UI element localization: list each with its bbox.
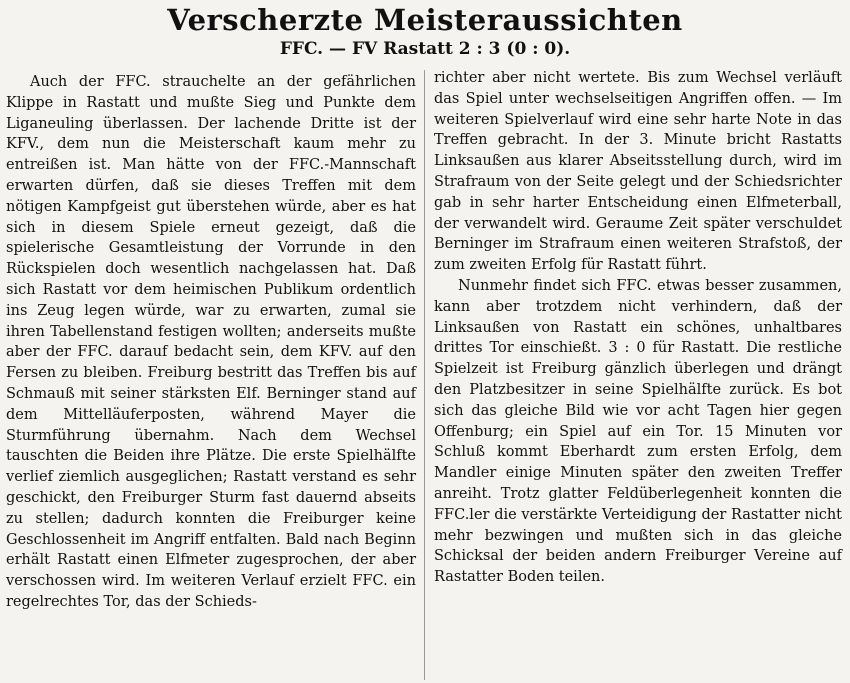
column-divider [424,70,425,680]
article-subheadline: FFC. — FV Rastatt 2 : 3 (0 : 0). [279,39,571,59]
article-column-right [434,68,842,588]
article-paragraph: Nunmehr findet sich FFC. etwas besser zusammen, kann aber trotzdem nicht verhindern, daß der Linksaußen von Rastatt ein schönes, unhaltbares drittes Tor einschießt. 3 : 0 für Rastatt. Die restliche Spielzeit ist Freiburg gänzlich überlegen und drängt den Platzbesitzer in seine Spielhälfte zurück. Es bot sich das gleiche Bild wie vor acht Tagen hier gegen Offenburg; ein Spiel auf ein Tor. 15 Minuten vor Schluß kommt Eberhardt zum ersten Erfolg, dem Mandler einige Minuten später den zweiten Treffer anreiht. Trotz glatter Feldüberlegenheit konnten die FFC.ler die verstärkte Verteidigung der Rastatter nicht mehr bezwingen und mußten sich in das gleiche Schicksal der beiden andern Freiburger Vereine auf Rastatter Boden teilen. [434,277,842,586]
article-paragraph: Auch der FFC. strauchelte an der gefährlichen Klippe in Rastatt und mußte Sieg und Punkte dem Liganeuling überlassen. Der lachende Dritte ist der KFV., dem nun die Meisterschaft kaum mehr zu entreißen ist. Man hätte von der FFC.-Mannschaft erwarten dürfen, daß sie dieses Treffen mit dem nötigen Kampfgeist gut überstehen würde, aber es hat sich in diesem Spiele erneut gezeigt, daß die spielerische Gesamtleistung der Vorrunde in den Rückspielen doch wesentlich nachgelassen hat. Daß sich Rastatt vor dem heimischen Publikum ordentlich ins Zeug legen würde, war zu erwarten, zumal sie ihren Tabellenstand festigen wollten; anderseits mußte aber der FFC. darauf bedacht sein, dem KFV. auf den Fersen zu bleiben. Freiburg bestritt das Treffen bis auf Schmauß mit seiner stärksten Elf. Berninger stand auf dem Mittelläuferposten, während Mayer die Sturmführung übernahm. Nach dem Wechsel tauschten die Beiden ihre Plätze. Die erste Spielhälfte verlief ziemlich ausgeglichen; Rastatt verstand es sehr geschickt, den Freiburger Sturm fast dauernd abseits zu stellen; dadurch konnten die Freiburger keine Geschlossenheit im Angriff entfalten. Bald nach Beginn erhält Rastatt einen Elfmeter zugesprochen, der aber verschossen wird. Im weiteren Verlauf erzielt FFC. ein regelrechtes Tor, das der Schieds- [6,74,416,610]
article-column-left [6,72,416,613]
article-paragraph: richter aber nicht wertete. Bis zum Wechsel verläuft das Spiel unter wechselseitigen Angriffen offen. — Im weiteren Spielverlauf wird eine sehr harte Note in das Treffen gebracht. In der 3. Minute bricht Rastatts Linksaußen aus klarer Abseitsstellung durch, wird im Strafraum von der Seite gelegt und der Schiedsrichter gab in sehr harter Entscheidung einen Elfmeterball, der verwandelt wird. Geraume Zeit später verschuldet Berninger im Strafraum einen weiteren Strafstoß, der zum zweiten Erfolg für Rastatt führt. [434,70,842,274]
article-headline: Verscherzte Meisteraussichten [167,3,683,37]
